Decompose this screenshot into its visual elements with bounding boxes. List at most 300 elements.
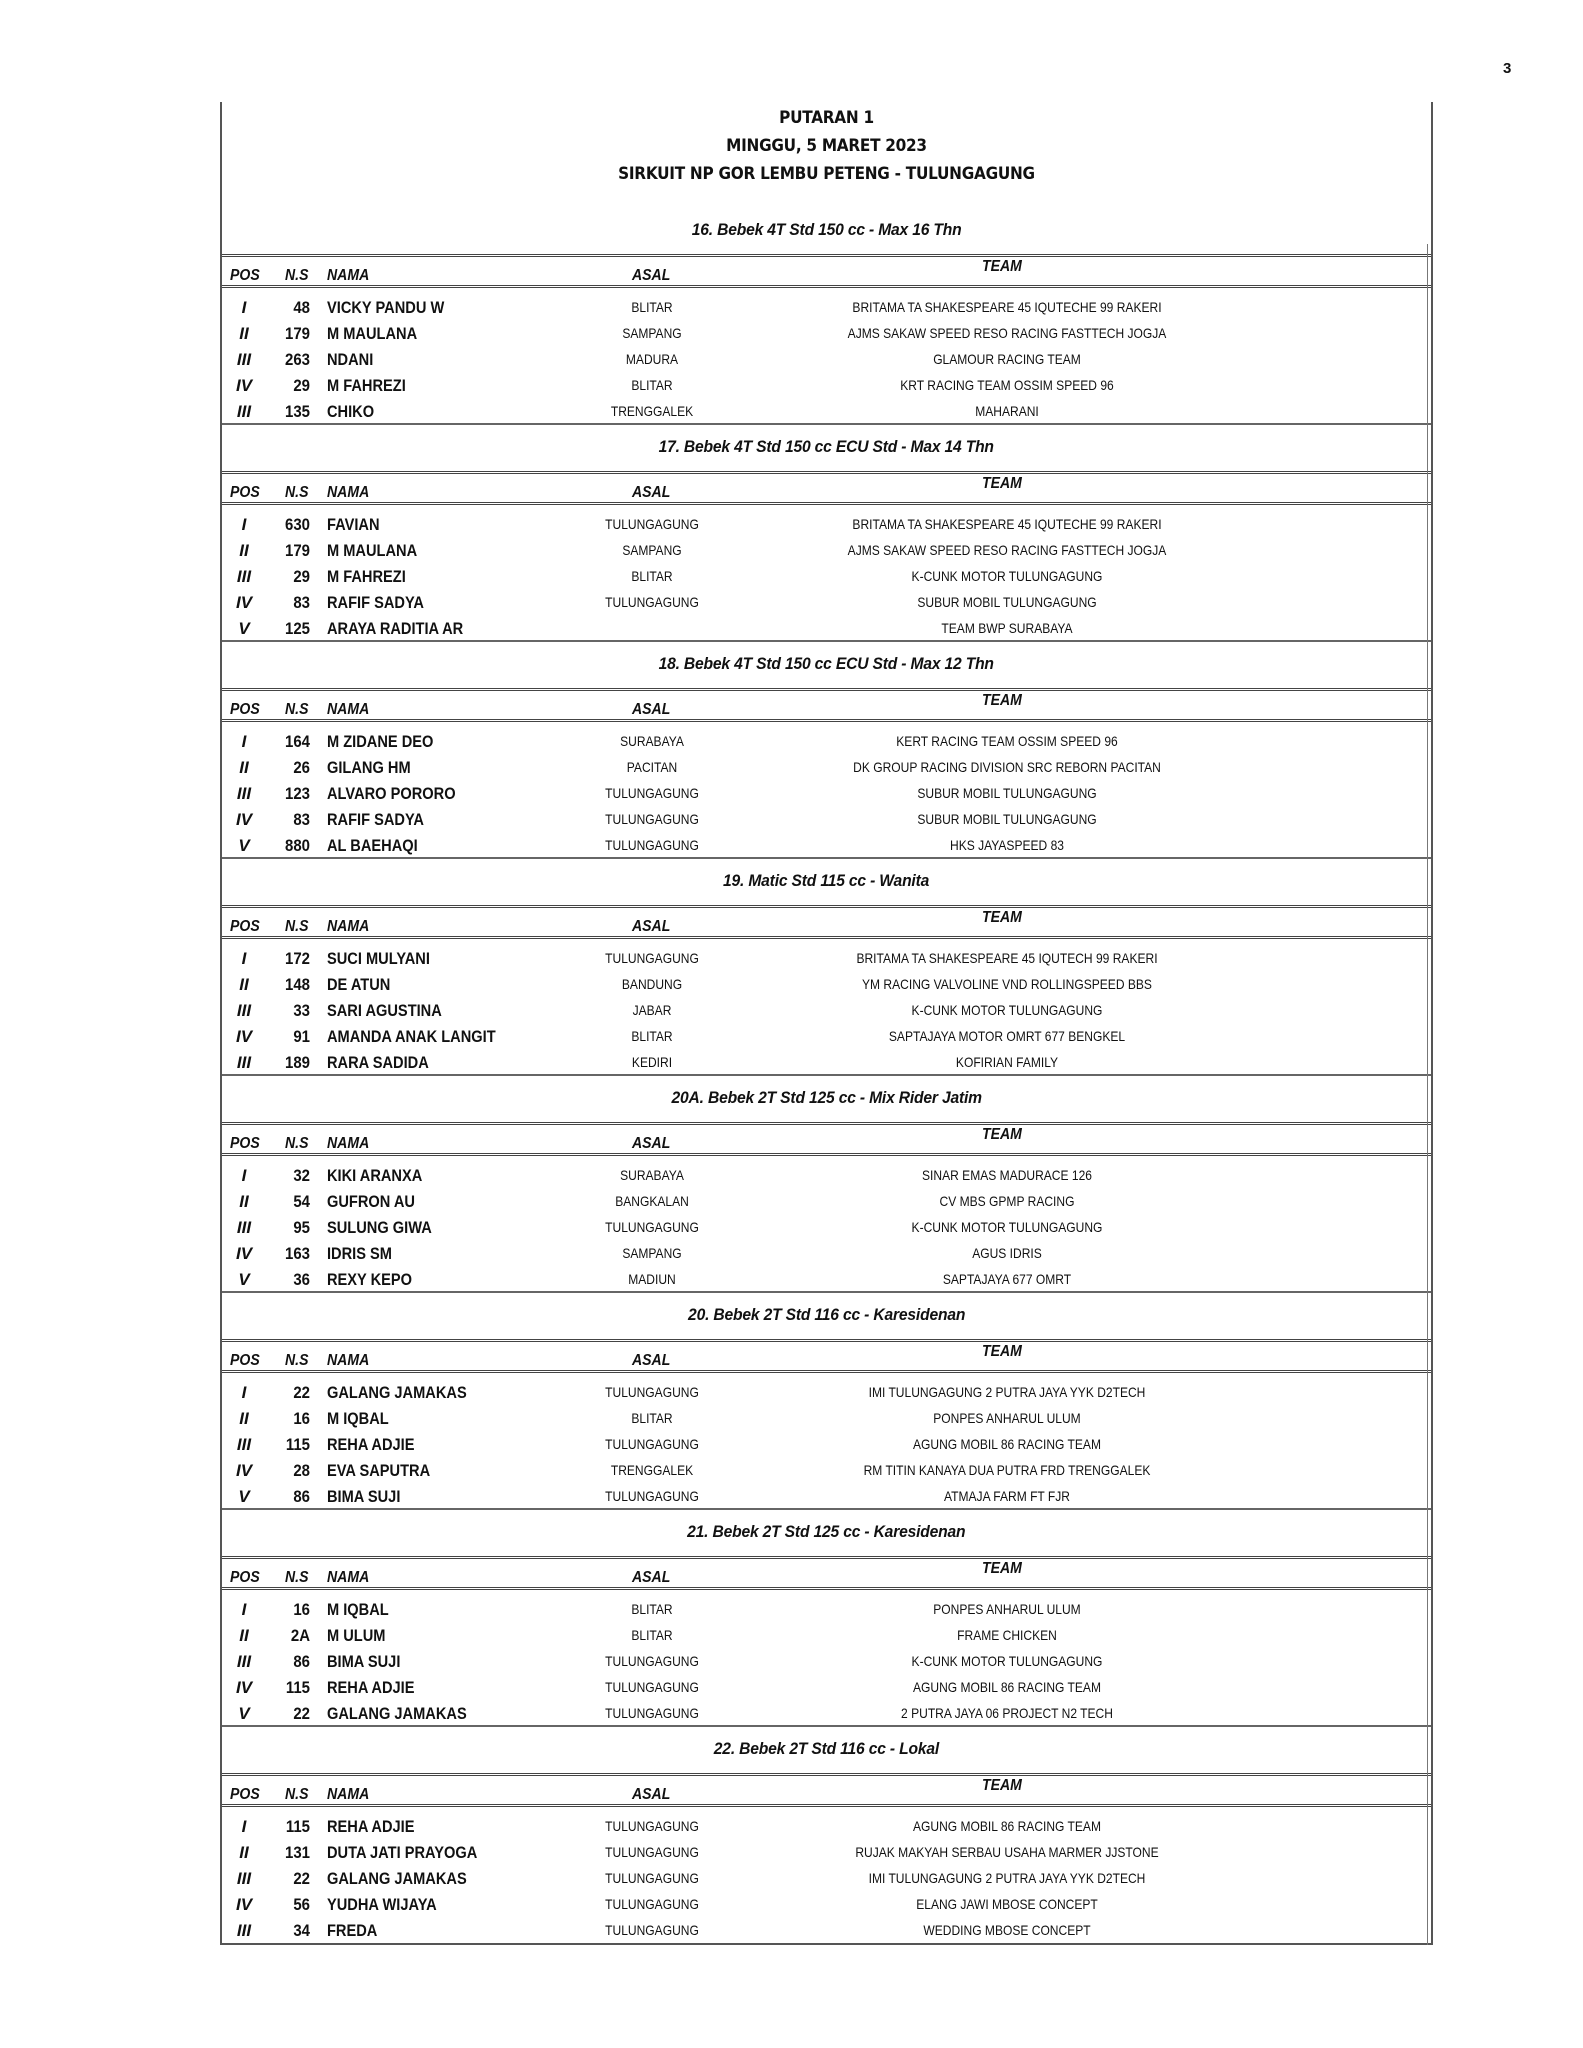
rider-name: REXY KEPO xyxy=(327,1270,413,1289)
table-row xyxy=(222,971,1431,997)
team-name: IMI TULUNGAGUNG 2 PUTRA JAYA YYK D2TECH xyxy=(868,1384,1146,1400)
start-number: 22 xyxy=(293,1704,310,1723)
start-number: 16 xyxy=(293,1409,310,1428)
rider-name: GALANG JAMAKAS xyxy=(327,1704,467,1723)
start-number: 630 xyxy=(285,515,310,534)
rider-name: BIMA SUJI xyxy=(327,1652,401,1671)
start-number: 135 xyxy=(285,402,310,421)
class-title-text: 20A. Bebek 2T Std 125 cc - Mix Rider Jatim xyxy=(671,1088,982,1107)
start-number: 115 xyxy=(285,1678,310,1697)
result-rows xyxy=(222,1590,1431,1726)
rider-origin: PACITAN xyxy=(626,759,678,775)
rider-origin: TULUNGAGUNG xyxy=(605,516,699,532)
team-name: KOFIRIAN FAMILY xyxy=(955,1054,1059,1070)
start-number: 189 xyxy=(285,1053,310,1072)
position: IV xyxy=(235,1895,253,1914)
header-asal: ASAL xyxy=(632,1352,671,1369)
rider-origin: MADURA xyxy=(625,351,679,367)
header-nama: NAMA xyxy=(327,267,370,284)
position: IV xyxy=(235,810,253,829)
start-number: 29 xyxy=(293,567,310,586)
rider-origin: TRENGGALEK xyxy=(610,1462,694,1478)
team-name: WEDDING MBOSE CONCEPT xyxy=(923,1922,1091,1938)
start-number: 22 xyxy=(293,1383,310,1402)
class-title-text: 19. Matic Std 115 cc - Wanita xyxy=(723,871,930,890)
header-team: TEAM xyxy=(982,909,1022,926)
rider-origin: TULUNGAGUNG xyxy=(605,594,699,610)
team-name: BRITAMA TA SHAKESPEARE 45 IQUTECH 99 RAKERI xyxy=(856,950,1158,966)
team-name: KRT RACING TEAM OSSIM SPEED 96 xyxy=(900,377,1114,393)
column-header-row xyxy=(222,905,1431,939)
start-number: 28 xyxy=(293,1461,310,1480)
position: III xyxy=(236,350,252,369)
table-row xyxy=(222,372,1431,398)
rider-origin: SURABAYA xyxy=(620,733,684,749)
document-header xyxy=(222,102,1431,206)
rider-name: ARAYA RADITIA AR xyxy=(327,619,464,638)
table-row xyxy=(222,1700,1431,1726)
table-row xyxy=(222,1240,1431,1266)
class-title-text: 21. Bebek 2T Std 125 cc - Karesidenan xyxy=(687,1522,966,1541)
team-name: TEAM BWP SURABAYA xyxy=(941,620,1073,636)
class-title xyxy=(222,640,1431,688)
start-number: 115 xyxy=(285,1817,310,1836)
rider-name: FAVIAN xyxy=(327,515,380,534)
start-number: 29 xyxy=(293,376,310,395)
start-number: 33 xyxy=(293,1001,310,1020)
header-team: TEAM xyxy=(982,258,1022,275)
rider-origin: TULUNGAGUNG xyxy=(605,1488,699,1504)
header-team: TEAM xyxy=(982,1343,1022,1360)
column-header-row xyxy=(222,1556,1431,1590)
rider-origin: BLITAR xyxy=(631,377,673,393)
header-ns: N.S xyxy=(285,701,309,718)
race-class-section xyxy=(222,423,1431,641)
rider-name: YUDHA WIJAYA xyxy=(327,1895,437,1914)
rider-name: EVA SAPUTRA xyxy=(327,1461,431,1480)
team-name: HKS JAYASPEED 83 xyxy=(949,837,1064,853)
rider-origin: SAMPANG xyxy=(622,325,682,341)
header-asal: ASAL xyxy=(632,918,671,935)
table-row xyxy=(222,1483,1431,1509)
team-name: GLAMOUR RACING TEAM xyxy=(933,351,1081,367)
position: II xyxy=(239,1626,249,1645)
header-ns: N.S xyxy=(285,1135,309,1152)
rider-origin: SAMPANG xyxy=(622,542,682,558)
position: I xyxy=(241,1383,247,1402)
header-asal: ASAL xyxy=(632,1135,671,1152)
rider-name: IDRIS SM xyxy=(327,1244,392,1263)
rider-name: M MAULANA xyxy=(327,324,418,343)
header-nama: NAMA xyxy=(327,701,370,718)
position: I xyxy=(241,1166,247,1185)
class-title xyxy=(222,423,1431,471)
table-row xyxy=(222,1023,1431,1049)
team-name: AGUNG MOBIL 86 RACING TEAM xyxy=(912,1818,1101,1834)
rider-origin: TULUNGAGUNG xyxy=(605,950,699,966)
team-name: DK GROUP RACING DIVISION SRC REBORN PACITAN xyxy=(853,759,1161,775)
header-nama: NAMA xyxy=(327,918,370,935)
rider-origin: BLITAR xyxy=(631,1028,673,1044)
header-asal: ASAL xyxy=(632,701,671,718)
rider-origin: TULUNGAGUNG xyxy=(605,1870,699,1886)
table-row xyxy=(222,398,1431,424)
rider-origin: TULUNGAGUNG xyxy=(605,1436,699,1452)
start-number: 179 xyxy=(285,541,310,560)
table-row xyxy=(222,1839,1431,1865)
position: I xyxy=(241,1817,247,1836)
header-team: TEAM xyxy=(982,1560,1022,1577)
rider-name: M FAHREZI xyxy=(327,376,406,395)
table-row xyxy=(222,1622,1431,1648)
rider-name: REHA ADJIE xyxy=(327,1817,415,1836)
start-number: 86 xyxy=(293,1487,310,1506)
position: II xyxy=(239,324,249,343)
table-row xyxy=(222,1214,1431,1240)
header-pos: POS xyxy=(230,918,260,935)
team-name: MAHARANI xyxy=(975,403,1039,419)
start-number: 16 xyxy=(293,1600,310,1619)
race-class-section xyxy=(222,1291,1431,1509)
team-name: SAPTAJAYA 677 OMRT xyxy=(942,1271,1072,1287)
rider-origin: TULUNGAGUNG xyxy=(605,1844,699,1860)
class-title-text: 18. Bebek 4T Std 150 cc ECU Std - Max 12 Thn xyxy=(658,654,995,673)
position: V xyxy=(238,1704,250,1723)
position: IV xyxy=(235,376,253,395)
team-name: SINAR EMAS MADURACE 126 xyxy=(922,1167,1092,1183)
header-ns: N.S xyxy=(285,1786,309,1803)
header-team: TEAM xyxy=(982,475,1022,492)
table-row xyxy=(222,1049,1431,1075)
team-name: 2 PUTRA JAYA 06 PROJECT N2 TECH xyxy=(901,1705,1113,1721)
header-ns: N.S xyxy=(285,484,309,501)
position: V xyxy=(238,1487,250,1506)
header-pos: POS xyxy=(230,1352,260,1369)
rider-name: GALANG JAMAKAS xyxy=(327,1383,467,1402)
table-row xyxy=(222,1865,1431,1891)
race-class-section xyxy=(222,640,1431,858)
header-ns: N.S xyxy=(285,1352,309,1369)
rider-origin: TULUNGAGUNG xyxy=(605,1384,699,1400)
header-pos: POS xyxy=(230,1786,260,1803)
result-rows xyxy=(222,1156,1431,1292)
table-row xyxy=(222,1457,1431,1483)
table-row xyxy=(222,832,1431,858)
rider-name: AMANDA ANAK LANGIT xyxy=(327,1027,496,1046)
table-row xyxy=(222,294,1431,320)
table-row xyxy=(222,320,1431,346)
result-rows xyxy=(222,722,1431,858)
table-row xyxy=(222,1648,1431,1674)
race-class-section xyxy=(222,206,1431,424)
team-name: FRAME CHICKEN xyxy=(957,1627,1057,1643)
start-number: 148 xyxy=(285,975,310,994)
table-row xyxy=(222,1188,1431,1214)
column-header-row xyxy=(222,1339,1431,1373)
table-row xyxy=(222,537,1431,563)
class-title xyxy=(222,1291,1431,1339)
table-row xyxy=(222,1266,1431,1292)
team-name: PONPES ANHARUL ULUM xyxy=(933,1601,1081,1617)
result-rows xyxy=(222,1807,1431,1943)
team-name: CV MBS GPMP RACING xyxy=(939,1193,1075,1209)
table-row xyxy=(222,780,1431,806)
class-title-text: 16. Bebek 4T Std 150 cc - Max 16 Thn xyxy=(691,220,962,239)
rider-origin: SURABAYA xyxy=(620,1167,684,1183)
rider-origin: TULUNGAGUNG xyxy=(605,1653,699,1669)
start-number: 34 xyxy=(293,1921,310,1940)
start-number: 2A xyxy=(290,1626,310,1645)
rider-origin: BLITAR xyxy=(631,568,673,584)
rider-origin: TULUNGAGUNG xyxy=(605,811,699,827)
rider-name: VICKY PANDU W xyxy=(327,298,445,317)
rider-name: BIMA SUJI xyxy=(327,1487,401,1506)
position: II xyxy=(239,541,249,560)
rider-name: M ULUM xyxy=(327,1626,386,1645)
start-number: 164 xyxy=(285,732,310,751)
position: III xyxy=(236,1652,252,1671)
result-rows xyxy=(222,939,1431,1075)
start-number: 83 xyxy=(293,593,310,612)
rider-origin: TULUNGAGUNG xyxy=(605,1679,699,1695)
team-name: AGUNG MOBIL 86 RACING TEAM xyxy=(912,1436,1101,1452)
table-row xyxy=(222,563,1431,589)
rider-name: SUCI MULYANI xyxy=(327,949,430,968)
start-number: 263 xyxy=(285,350,310,369)
position: IV xyxy=(235,1678,253,1697)
team-name: AGUNG MOBIL 86 RACING TEAM xyxy=(912,1679,1101,1695)
class-title xyxy=(222,1725,1431,1773)
header-nama: NAMA xyxy=(327,1352,370,1369)
rider-name: REHA ADJIE xyxy=(327,1435,415,1454)
rider-name: M FAHREZI xyxy=(327,567,406,586)
rider-name: SULUNG GIWA xyxy=(327,1218,432,1237)
table-row xyxy=(222,945,1431,971)
team-name: K-CUNK MOTOR TULUNGAGUNG xyxy=(911,1002,1103,1018)
team-name: RUJAK MAKYAH SERBAU USAHA MARMER JJSTONE xyxy=(855,1844,1159,1860)
rider-origin: KEDIRI xyxy=(631,1054,673,1070)
position: I xyxy=(241,949,247,968)
position: IV xyxy=(235,593,253,612)
rider-origin: BLITAR xyxy=(631,299,673,315)
position: III xyxy=(236,1218,252,1237)
header-ns: N.S xyxy=(285,918,309,935)
rider-name: ALVARO PORORO xyxy=(327,784,456,803)
race-class-section xyxy=(222,1074,1431,1292)
position: II xyxy=(239,1192,249,1211)
table-row xyxy=(222,1405,1431,1431)
header-nama: NAMA xyxy=(327,1135,370,1152)
rider-origin: TULUNGAGUNG xyxy=(605,785,699,801)
column-header-row xyxy=(222,471,1431,505)
table-row xyxy=(222,346,1431,372)
start-number: 115 xyxy=(285,1435,310,1454)
rider-origin: BLITAR xyxy=(631,1601,673,1617)
start-number: 26 xyxy=(293,758,310,777)
position: III xyxy=(236,567,252,586)
position: IV xyxy=(235,1027,253,1046)
position: I xyxy=(241,732,247,751)
column-header-row xyxy=(222,1122,1431,1156)
header-asal: ASAL xyxy=(632,267,671,284)
header-pos: POS xyxy=(230,267,260,284)
rider-origin: SAMPANG xyxy=(622,1245,682,1261)
start-number: 179 xyxy=(285,324,310,343)
table-row xyxy=(222,806,1431,832)
team-name: SUBUR MOBIL TULUNGAGUNG xyxy=(917,594,1097,610)
team-name: ATMAJA FARM FT FJR xyxy=(944,1488,1070,1504)
rider-name: FREDA xyxy=(327,1921,378,1940)
header-nama: NAMA xyxy=(327,1786,370,1803)
rider-origin: TULUNGAGUNG xyxy=(605,1219,699,1235)
team-name: PONPES ANHARUL ULUM xyxy=(933,1410,1081,1426)
rider-name: RARA SADIDA xyxy=(327,1053,429,1072)
column-header-row xyxy=(222,1773,1431,1807)
header-pos: POS xyxy=(230,484,260,501)
team-name: ELANG JAWI MBOSE CONCEPT xyxy=(916,1896,1098,1912)
class-title xyxy=(222,1508,1431,1556)
team-name: KERT RACING TEAM OSSIM SPEED 96 xyxy=(896,733,1118,749)
rider-name: GUFRON AU xyxy=(327,1192,415,1211)
rider-name: AL BAEHAQI xyxy=(327,836,418,855)
rider-origin: TRENGGALEK xyxy=(610,403,694,419)
race-class-section xyxy=(222,1508,1431,1726)
rider-origin: BLITAR xyxy=(631,1410,673,1426)
rider-name: GALANG JAMAKAS xyxy=(327,1869,467,1888)
rider-name: DE ATUN xyxy=(327,975,391,994)
team-name: K-CUNK MOTOR TULUNGAGUNG xyxy=(911,568,1103,584)
team-name: SUBUR MOBIL TULUNGAGUNG xyxy=(917,811,1097,827)
table-row xyxy=(222,1917,1431,1943)
header-nama: NAMA xyxy=(327,1569,370,1586)
class-title-text: 22. Bebek 2T Std 116 cc - Lokal xyxy=(713,1739,940,1758)
result-rows xyxy=(222,505,1431,641)
header-asal: ASAL xyxy=(632,484,671,501)
header-team: TEAM xyxy=(982,1126,1022,1143)
team-name: AJMS SAKAW SPEED RESO RACING FASTTECH JOGJA xyxy=(847,542,1167,558)
class-title xyxy=(222,1074,1431,1122)
race-class-section xyxy=(222,1725,1431,1943)
rider-origin: TULUNGAGUNG xyxy=(605,1705,699,1721)
start-number: 54 xyxy=(293,1192,310,1211)
team-name: K-CUNK MOTOR TULUNGAGUNG xyxy=(911,1653,1103,1669)
table-row xyxy=(222,1596,1431,1622)
position: I xyxy=(241,515,247,534)
start-number: 125 xyxy=(285,619,310,638)
position: IV xyxy=(235,1461,253,1480)
rider-origin: TULUNGAGUNG xyxy=(605,1922,699,1938)
start-number: 172 xyxy=(285,949,310,968)
start-number: 880 xyxy=(285,836,310,855)
header-ns: N.S xyxy=(285,1569,309,1586)
rider-origin: BLITAR xyxy=(631,1627,673,1643)
header-team: TEAM xyxy=(982,1777,1022,1794)
rider-origin: BANDUNG xyxy=(621,976,683,992)
start-number: 86 xyxy=(293,1652,310,1671)
position: II xyxy=(239,1409,249,1428)
table-row xyxy=(222,615,1431,641)
table-row xyxy=(222,1891,1431,1917)
results-table xyxy=(220,102,1433,1945)
rider-name: M MAULANA xyxy=(327,541,418,560)
class-title xyxy=(222,206,1431,254)
circuit-name: SIRKUIT NP GOR LEMBU PETENG - TULUNGAGUNG xyxy=(618,164,1035,184)
header-pos: POS xyxy=(230,1135,260,1152)
position: IV xyxy=(235,1244,253,1263)
team-name: BRITAMA TA SHAKESPEARE 45 IQUTECHE 99 RAKERI xyxy=(852,299,1162,315)
position: I xyxy=(241,1600,247,1619)
column-header-row xyxy=(222,254,1431,288)
rider-origin: JABAR xyxy=(632,1002,672,1018)
table-row xyxy=(222,754,1431,780)
table-row xyxy=(222,511,1431,537)
start-number: 56 xyxy=(293,1895,310,1914)
result-rows xyxy=(222,1373,1431,1509)
rider-name: RAFIF SADYA xyxy=(327,810,424,829)
rider-name: CHIKO xyxy=(327,402,375,421)
start-number: 48 xyxy=(293,298,310,317)
rider-name: M IQBAL xyxy=(327,1409,389,1428)
start-number: 83 xyxy=(293,810,310,829)
team-name: IMI TULUNGAGUNG 2 PUTRA JAYA YYK D2TECH xyxy=(868,1870,1146,1886)
start-number: 131 xyxy=(285,1843,310,1862)
position: III xyxy=(236,1435,252,1454)
class-title-text: 17. Bebek 4T Std 150 cc ECU Std - Max 14 Thn xyxy=(658,437,995,456)
header-pos: POS xyxy=(230,1569,260,1586)
position: II xyxy=(239,975,249,994)
rider-name: NDANI xyxy=(327,350,374,369)
header-team: TEAM xyxy=(982,692,1022,709)
position: II xyxy=(239,758,249,777)
team-name: AJMS SAKAW SPEED RESO RACING FASTTECH JOGJA xyxy=(847,325,1167,341)
start-number: 32 xyxy=(293,1166,310,1185)
table-row xyxy=(222,728,1431,754)
header-asal: ASAL xyxy=(632,1569,671,1586)
position: III xyxy=(236,1053,252,1072)
rider-name: KIKI ARANXA xyxy=(327,1166,423,1185)
position: III xyxy=(236,1921,252,1940)
rider-origin: TULUNGAGUNG xyxy=(605,1896,699,1912)
rider-origin: TULUNGAGUNG xyxy=(605,837,699,853)
position: V xyxy=(238,619,250,638)
table-bottom-border xyxy=(222,1943,1431,1945)
table-row xyxy=(222,1379,1431,1405)
race-class-section xyxy=(222,857,1431,1075)
team-name: YM RACING VALVOLINE VND ROLLINGSPEED BBS xyxy=(862,976,1152,992)
position: III xyxy=(236,1869,252,1888)
rider-origin: BANGKALAN xyxy=(615,1193,689,1209)
rider-name: REHA ADJIE xyxy=(327,1678,415,1697)
team-name: K-CUNK MOTOR TULUNGAGUNG xyxy=(911,1219,1103,1235)
start-number: 22 xyxy=(293,1869,310,1888)
position: II xyxy=(239,1843,249,1862)
header-asal: ASAL xyxy=(632,1786,671,1803)
class-title-text: 20. Bebek 2T Std 116 cc - Karesidenan xyxy=(687,1305,966,1324)
position: III xyxy=(236,1001,252,1020)
table-row xyxy=(222,1674,1431,1700)
rider-name: DUTA JATI PRAYOGA xyxy=(327,1843,478,1862)
team-name: SUBUR MOBIL TULUNGAGUNG xyxy=(917,785,1097,801)
team-name: BRITAMA TA SHAKESPEARE 45 IQUTECHE 99 RAKERI xyxy=(852,516,1162,532)
team-name: RM TITIN KANAYA DUA PUTRA FRD TRENGGALEK xyxy=(863,1462,1151,1478)
header-nama: NAMA xyxy=(327,484,370,501)
rider-origin: MADIUN xyxy=(628,1271,676,1287)
start-number: 91 xyxy=(293,1027,310,1046)
round-title: PUTARAN 1 xyxy=(779,108,874,128)
rider-name: SARI AGUSTINA xyxy=(327,1001,442,1020)
start-number: 123 xyxy=(285,784,310,803)
rider-name: M IQBAL xyxy=(327,1600,389,1619)
